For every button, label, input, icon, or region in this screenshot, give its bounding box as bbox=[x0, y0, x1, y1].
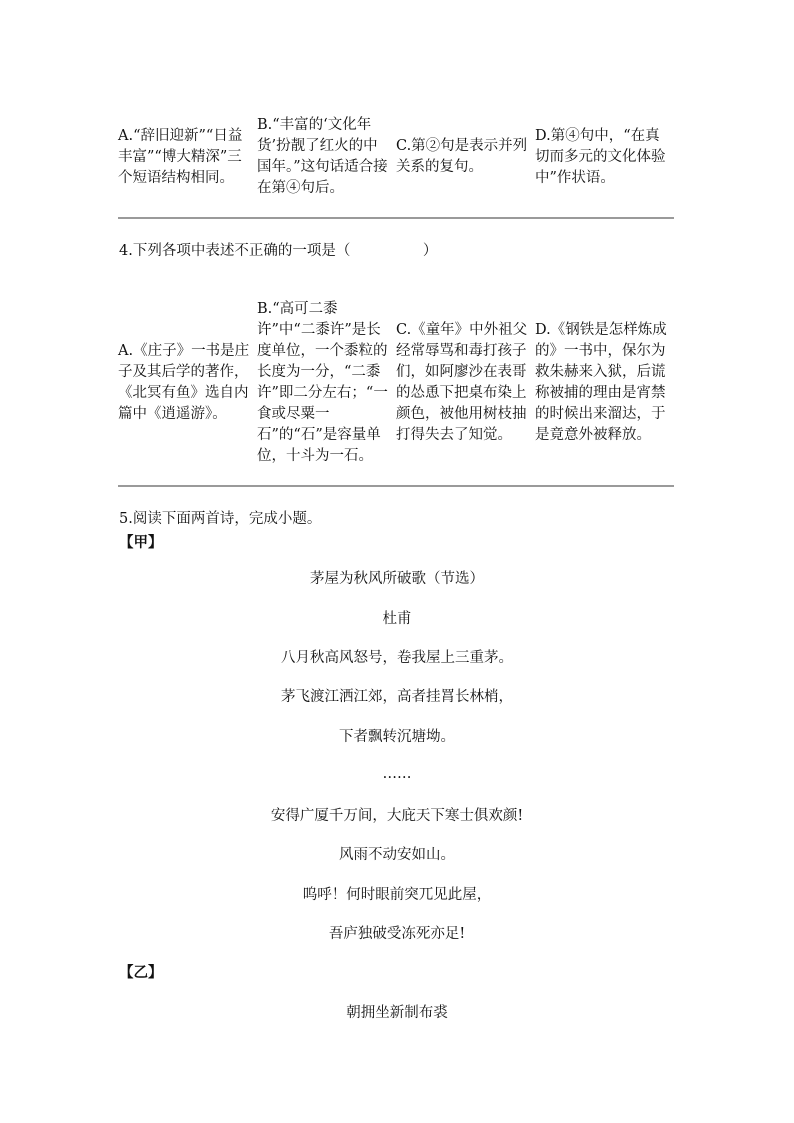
poem-yi-mark: 【乙】 bbox=[119, 964, 163, 981]
q4-stem: 4.下列各项中表述不正确的一项是（ ） bbox=[119, 243, 438, 259]
poem1-line: 安得广厦千万间，大庇天下寒士俱欢颜! bbox=[270, 808, 524, 824]
poem1-ellipsis: …… bbox=[382, 766, 412, 782]
q3-option-b[interactable]: B.“丰富的‘文化年货’扮靓了红火的中国年。”这句话适合接在第④句后。 bbox=[257, 117, 388, 196]
poem1-line: 八月秋高风怒号，卷我屋上三重茅。 bbox=[281, 650, 513, 666]
poem1-author: 杜甫 bbox=[382, 611, 412, 627]
q4-option-d[interactable]: D.《钢铁是怎样炼成的》一书中，保尔为救朱赫来入狱，后谎称被捕的理由是宵禁的时候出来溜达，于是竟意外被释放。 bbox=[535, 322, 667, 443]
q4-option-a[interactable]: A.《庄子》一书是庄子及其后学的著作，《北冥有鱼》选自内篇中《逍遥游》。 bbox=[118, 343, 250, 422]
poem-jia-mark: 【甲】 bbox=[119, 534, 163, 551]
poem1-line: 吾庐独破受冻死亦足! bbox=[328, 926, 466, 942]
q4-options-table bbox=[118, 281, 674, 487]
q4-option-c[interactable]: C.《童年》中外祖父经常辱骂和毒打孩子们，如阿廖沙在表哥的怂恿下把桌布染上颜色，被他用树枝抽打得失去了知觉。 bbox=[396, 322, 528, 443]
poem1-line: 下者飘转沉塘坳。 bbox=[339, 729, 455, 745]
q4-option-b[interactable]: B.“高可二黍许”中“二黍许”是长度单位，一个黍粒的长度为一分，“二黍许”即二分左右；“一食或尽粟一石”的“石”是容量单位，十斗为一石。 bbox=[257, 301, 388, 464]
q3-option-c[interactable]: C.第②句是表示并列关系的复句。 bbox=[396, 138, 528, 175]
poem1-line: 风雨不动安如山。 bbox=[339, 847, 455, 863]
q3-options-table bbox=[118, 97, 674, 219]
poem1-line: 呜呼！何时眼前突兀见此屋， bbox=[302, 887, 492, 903]
poem1-line: 茅飞渡江洒江郊，高者挂罥长林梢， bbox=[281, 689, 513, 705]
poem1-title: 茅屋为秋风所破歌（节选） bbox=[310, 571, 484, 587]
q3-option-a[interactable]: A.“辞旧迎新”“日益丰富”“博大精深”三个短语结构相同。 bbox=[118, 127, 243, 186]
poem2-title: 朝拥坐新制布裘 bbox=[346, 1005, 448, 1021]
q3-option-d[interactable]: D.第④句中，“在真切而多元的文化体验中”作状语。 bbox=[535, 127, 666, 186]
q5-stem: 5.阅读下面两首诗，完成小题。 bbox=[119, 511, 322, 527]
